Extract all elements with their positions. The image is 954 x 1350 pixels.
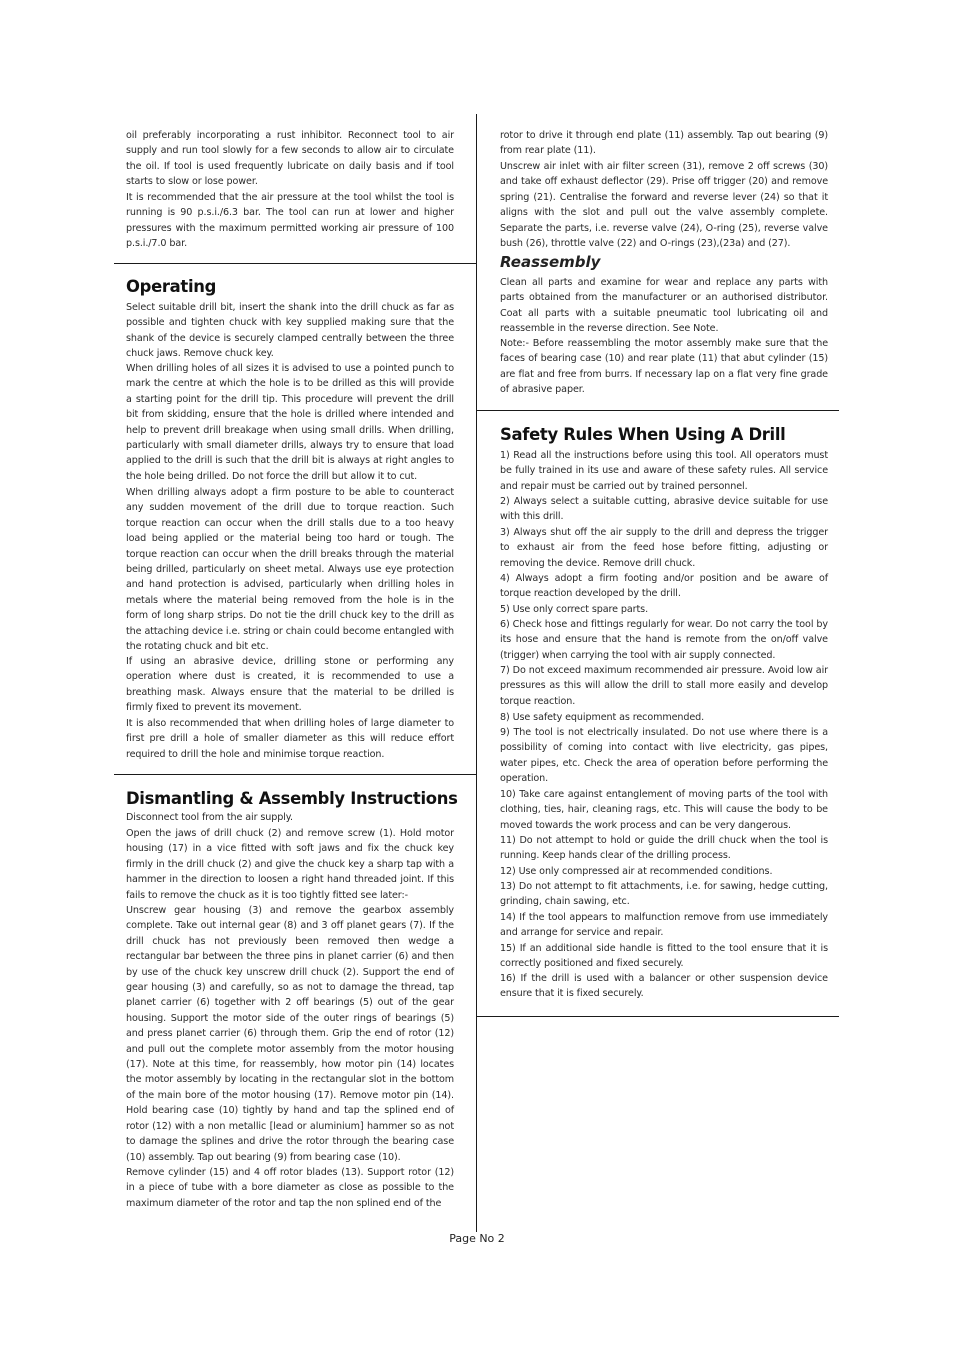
reassembly-paragraph: Note:- Before reassembling the motor assembly make sure that the faces of bearing case (10) and rear plate (11) that abut cylinder (15) are flat and free from burrs. If necessary lap on a flat very fine grade of abrasive paper. [500,338,828,396]
safety-heading: Safety Rules When Using A Drill [500,425,786,444]
safety-rule: 3) Always shut off the air supply to the drill and depress the trigger to exhaust air from the feed hose before fitting, adjusting or removing the device. Remove drill chuck. [500,527,828,569]
continued-paragraph: rotor to drive it through end plate (11) assembly. Tap out bearing (9) from rear plate (11). [500,130,828,157]
safety-rule: 16) If the drill is used with a balancer or other suspension device ensure that it is fixed securely. [500,973,828,1000]
continued-paragraph: Unscrew air inlet with air filter screen (31), remove 2 off screws (30) and take off exhaust deflector (29). Prise off trigger (20) and remove spring (21). Centralise the forward and reverse lever (24) so that it aligns with the slot and pull out the valve assembly complete. Separate the parts, i.e. reverse valve (24), O-ring (25), reverse valve bush (26), throttle valve (22) and O-rings (23),(23a) and (27). [500,161,828,250]
intro-paragraph: oil preferably incorporating a rust inhibitor. Reconnect tool to air supply and run tool slowly for a few seconds to allow air to circulate the oil. If tool is used frequently lubricate on daily basis and if tool starts to slow or lose power. [126,130,454,188]
safety-rule: 9) The tool is not electrically insulated. Do not use where there is a possibility of coming into contact with live electricity, gas pipes, water pipes, etc. Check the area of operation before performing the operation. [500,727,828,785]
section-divider [114,774,476,775]
section-divider [476,1016,839,1017]
dismantling-paragraph: Disconnect tool from the air supply. [126,812,293,823]
safety-rule: 6) Check hose and fittings regularly for wear. Do not carry the tool by its hose and ensure that the hand is remote from the on/off valve (trigger) when carrying the tool with air supply connected. [500,619,828,661]
operating-heading: Operating [126,277,217,296]
safety-rule: 12) Use only compressed air at recommended conditions. [500,866,773,877]
safety-rule: 2) Always select a suitable cutting, abrasive device suitable for use with this drill. [500,496,828,523]
safety-rule: 5) Use only correct spare parts. [500,604,649,615]
safety-rule: 11) Do not attempt to hold or guide the drill chuck when the tool is running. Keep hands clear of the drilling process. [500,835,828,862]
page-number: Page No 2 [449,1232,505,1245]
safety-rule: 10) Take care against entanglement of moving parts of the tool with clothing, ties, hair, cleaning rags, etc. This will cause the body to be moved towards the work process and can be very dangerous. [500,789,828,831]
section-divider [114,263,476,264]
safety-rule: 7) Do not exceed maximum recommended air pressure. Avoid low air pressures as this will allow the drill to stall more easily and develop torque reaction. [500,665,828,707]
safety-rule: 15) If an additional side handle is fitted to the tool ensure that it is correctly positioned and fixed securely. [500,943,828,970]
operating-paragraph: When drilling always adopt a firm posture to be able to counteract any sudden movement of the drill due to torque reaction. Such torque reaction can occur when the drill stalls due to a too heavy load being applied or the material being too hard or tough. The torque reaction can occur when the drill breaks through the material being drilled, particularly on sheet metal. Always use eye protection and hand protection is advised, particularly when drilling holes in metals where the material being removed from the hole is in the form of long sharp strips. Do not tie the drill chuck key to the drill as the attaching device i.e. string or chain could become entangled with the rotating chuck and bit etc. [126,487,454,653]
column-divider [476,114,477,1232]
safety-rule: 1) Read all the instructions before using this tool. All operators must be fully trained in its use and aware of these safety rules. All service and repair must be carried out by trained personnel. [500,450,828,492]
operating-paragraph: When drilling holes of all sizes it is advised to use a pointed punch to mark the centre at which the hole is to be drilled as this will provide a starting point for the drill tip. This procedure will prevent the drill bit from skidding, ensure that the hole is drilled where intended and help to prevent drill breakage when using small drills. When drilling, particularly with small diameter drills, always try to ensure that load applied to the drill is such that the drill bit is always at right angles to the hole being drilled. Do not force the drill but allow it to cut. [126,363,454,482]
operating-paragraph: Select suitable drill bit, insert the shank into the drill chuck as far as possible and tighten chuck with key supplied making sure that the shank of the device is securely clamped centrally between the three chuck jaws. Remove chuck key. [126,302,454,360]
reassembly-heading: Reassembly [500,253,601,271]
dismantling-paragraph: Remove cylinder (15) and 4 off rotor blades (13). Support rotor (12) in a piece of tube with a bore diameter as close as possible to the maximum diameter of the rotor and tap the non splined end of the [126,1167,454,1209]
dismantling-paragraph: Unscrew gear housing (3) and remove the gearbox assembly complete. Take out internal gear (8) and 3 off planet gears (7). If the drill chuck has not previously been removed then wedge a rectangular bar between the three pins in planet carrier (6) and then by use of the chuck key unscrew drill chuck (2). Support the end of gear housing (3) and carefully, so as not to damage the thread, tap planet carrier (6) together with 2 off bearings (5) out of the gear housing. Support the motor side of the outer rings of bearings (5) and press planet carrier (6) through them. Grip the end of rotor (12) and pull out the complete motor assembly from the motor housing (17). Note at this time, for reassembly, how motor pin (14) locates the motor assembly by locating in the rectangular slot in the bottom of the main bore of the motor housing (17). Remove motor pin (14). Hold bearing case (10) tightly by hand and tap the splined end of rotor (12) with a non metallic [lead or aluminium] hammer so as not to damage the splines and drive the rotor through the bearing case (10) assembly. Tap out bearing (9) from bearing case (10). [126,905,454,1163]
section-divider [476,410,839,411]
safety-rule: 14) If the tool appears to malfunction remove from use immediately and arrange for service and repair. [500,912,828,939]
dismantling-paragraph: Open the jaws of drill chuck (2) and remove screw (1). Hold motor housing (17) in a vice fitted with soft jaws and fix the chuck key firmly in the drill chuck (2) and give the chuck key a sharp tap with a hammer in the direction to loosen a right hand threaded joint. If this fails to remove the chuck as it is too tightly fitted see later:- [126,828,454,901]
safety-rule: 8) Use safety equipment as recommended. [500,712,705,723]
operating-paragraph: If using an abrasive device, drilling stone or performing any operation where dust is created, it is recommended to use a breathing mask. Always ensure that the material to be drilled is firmly fixed to prevent its movement. [126,656,454,714]
intro-paragraph: It is recommended that the air pressure at the tool whilst the tool is running is 90 p.s.i./6.3 bar. The tool can run at lower and higher pressures with the maximum permitted working air pressure of 100 p.s.i./7.0 bar. [126,192,454,250]
dismantling-heading: Dismantling & Assembly Instructions [126,789,458,808]
safety-rule: 13) Do not attempt to fit attachments, i.e. for sawing, hedge cutting, grinding, chain sawing, etc. [500,881,828,908]
reassembly-paragraph: Clean all parts and examine for wear and replace any parts with parts obtained from the manufacturer or an authorised distributor. Coat all parts with a suitable pneumatic tool lubricating oil and reassemble in the reverse direction. See Note. [500,277,828,335]
operating-paragraph: It is also recommended that when drilling holes of large diameter to first pre drill a hole of smaller diameter as this will reduce effort required to drill the hole and minimise torque reaction. [126,718,454,760]
safety-rule: 4) Always adopt a firm footing and/or position and be aware of torque reaction developed by the drill. [500,573,828,600]
